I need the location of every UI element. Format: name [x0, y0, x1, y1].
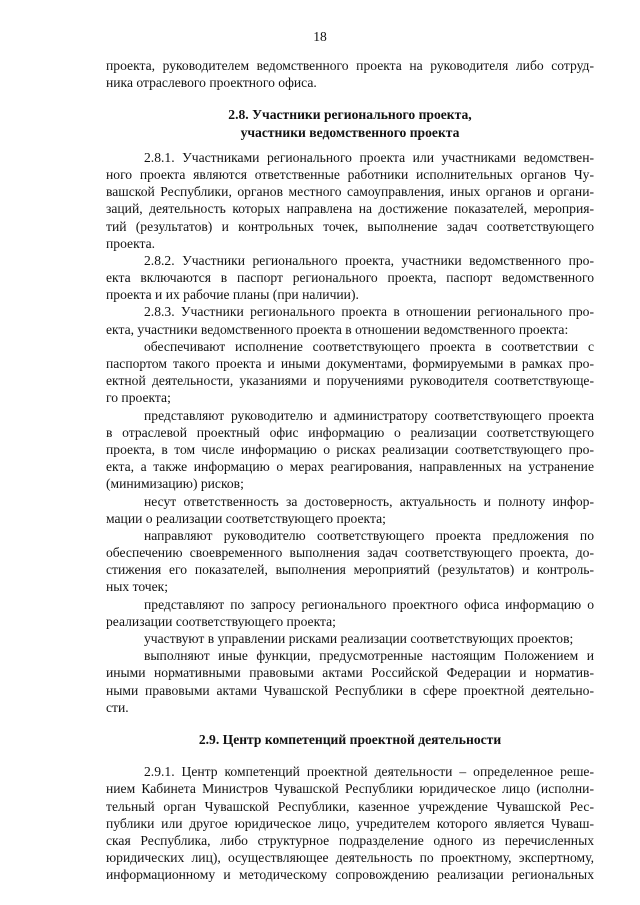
text-line: 2.9.1. Центр компетенций проектной деятельности – определенное реше-: [144, 764, 594, 780]
text-line: представляют руководителю и администратору соответствующего проекта: [144, 407, 594, 423]
text-line: несут ответственность за достоверность, актуальность и полноту инфор-: [144, 493, 594, 509]
text-line: ного проекта являются ответственные работники исполнительных органов Чу-: [106, 166, 594, 182]
text-line: сти.: [106, 699, 129, 715]
paragraph-2-9-1: [106, 763, 594, 883]
text-line: нием Кабинета Министров Чувашской Республики юридическое лицо (исполни-: [106, 781, 594, 797]
text-line: реализации соответствующего проекта;: [106, 613, 336, 629]
document-body: [106, 57, 594, 883]
text-line: екта, участники ведомственного проекта в отношении ведомственного проекта:: [106, 321, 569, 337]
text-line: 2.8.3. Участники регионального проекта в отношении регионального про-: [144, 304, 594, 320]
text-line: екта включаются в паспорт регионального проекта, паспорт ведомственного: [106, 270, 594, 286]
section-2-8-heading: [106, 106, 594, 140]
list-item-proposals: [106, 527, 594, 596]
text-line: проекта.: [106, 235, 156, 251]
heading-line: участники ведомственного проекта: [240, 124, 460, 140]
text-line: тельный орган Чувашской Республики, казенное учреждение Чувашской Рес-: [106, 798, 594, 814]
text-line: екта, а также информацию о мерах реагирования, направленных на устранение: [106, 459, 594, 475]
text-line: выполняют иные функции, предусмотренные настоящим Положением и: [144, 648, 594, 664]
text-line: стижения его показателей, выполнения мероприятий (результатов) и контроль-: [106, 562, 594, 578]
text-line: 2.8.1. Участниками регионального проекта или участниками ведомствен-: [144, 149, 594, 165]
page-number: 18: [313, 29, 327, 44]
text-line: тий (результатов) и контрольных точек, выполнение задач соответствующего: [106, 218, 594, 234]
intro-paragraph: [106, 57, 594, 91]
text-line: ника отраслевого проектного офиса.: [106, 75, 317, 91]
text-line: го проекта;: [106, 390, 171, 406]
paragraph-2-8-1: [106, 149, 594, 252]
text-line: ектной деятельности, указаниями и поручениями руководителя соответствующе-: [106, 373, 594, 389]
text-line: вашской Республики, органов местного самоуправления, иных органов и органи-: [106, 184, 594, 200]
text-line: ными правовыми актами Чувашской Республики в сфере проектной деятельно-: [106, 682, 594, 698]
list-item-ensure: [106, 338, 594, 407]
text-line: направляют руководителю соответствующего проекта предложения по: [144, 527, 594, 543]
section-2-9-heading: [106, 731, 594, 748]
text-line: мации о реализации соответствующего проекта;: [106, 510, 386, 526]
text-line: заций, деятельность которых направлена на достижение показателей, мероприя-: [106, 201, 594, 217]
text-line: паспортом такого проекта и иными документами, формируемыми в рамках про-: [106, 356, 594, 371]
text-line: проекта, руководителем ведомственного проекта на руководителя либо сотруд-: [106, 58, 594, 73]
text-line: проекта, в том числе информацию о рисках реализации соответствующего про-: [106, 441, 594, 457]
heading-line: 2.8. Участники регионального проекта,: [228, 107, 472, 123]
text-line: ных точек;: [106, 579, 169, 595]
text-line: представляют по запросу регионального проектного офиса информацию о: [144, 596, 594, 612]
list-item-responsibility: [106, 493, 594, 527]
text-line: 2.8.2. Участники регионального проекта, участники ведомственного про-: [144, 252, 594, 268]
heading-line: 2.9. Центр компетенций проектной деятельности: [198, 731, 502, 747]
text-line: публики или другое юридическое лицо, учредителем которого является Чуваш-: [106, 815, 594, 831]
text-line: в отраслевой проектный офис информацию о реализации соответствующего: [106, 424, 594, 440]
list-item-report: [106, 407, 594, 493]
paragraph-2-8-3: [106, 303, 594, 337]
text-line: участвуют в управлении рисками реализации соответствующих проектов;: [144, 631, 574, 646]
paragraph-2-8-2: [106, 252, 594, 304]
text-line: обеспечению своевременного выполнения задач соответствующего проекта, до-: [106, 545, 594, 561]
text-line: проекта и их рабочие планы (при наличии).: [106, 287, 359, 303]
text-line: иными нормативными правовыми актами Российской Федерации и норматив-: [106, 665, 594, 681]
list-item-risks: [106, 630, 594, 647]
text-line: юридических лиц), осуществляющее деятельность по проектному, экспертному,: [106, 850, 594, 866]
list-item-other-functions: [106, 647, 594, 716]
text-line: ская Республика, либо структурное подразделение одного из перечисленных: [106, 832, 594, 848]
text-line: информационному и методическому сопровождению реализации региональных: [106, 867, 594, 883]
text-line: (минимизацию) рисков;: [106, 476, 244, 492]
text-line: обеспечивают исполнение соответствующего проекта в соответствии с: [144, 338, 594, 354]
list-item-on-request: [106, 596, 594, 630]
